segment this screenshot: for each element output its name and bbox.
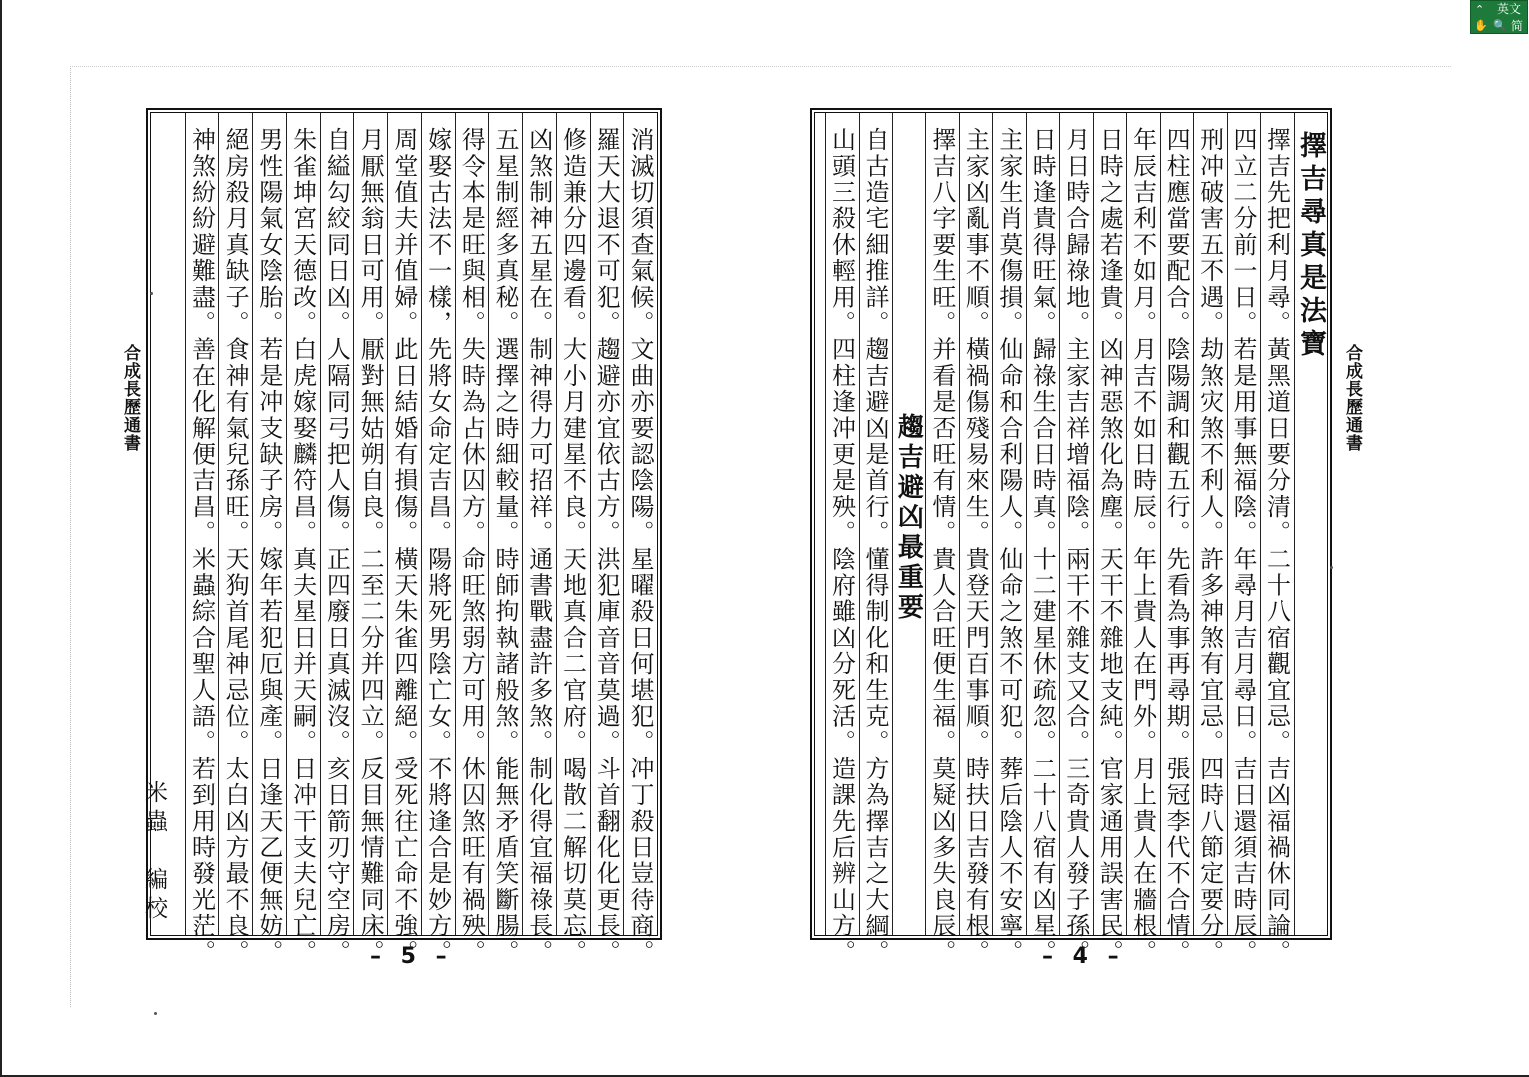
- page-number-4: – 4 –: [1042, 944, 1125, 969]
- text-column-text: 自縊勾絞同日凶。人隔同弓把人傷。正四廢日真滅沒。亥日箭刃守空房。: [322, 127, 351, 966]
- text-column-text: 男性陽氣女陰胎。若是冲支缺子房。嫁年若犯厄與產。日逢天乙便無妨。: [254, 127, 283, 966]
- viewer-toolbar: [1470, 0, 1528, 34]
- text-column: [1026, 113, 1059, 966]
- section-subtitle-text: 趨吉避凶最重要: [893, 413, 924, 623]
- text-column: [623, 113, 657, 966]
- chevron-up-icon[interactable]: ⌃: [1475, 3, 1485, 16]
- text-column-text: 消滅切須查氣候。文曲亦要認陰陽。星曜殺日何堪犯。冲丁殺日豈待商。: [625, 127, 654, 966]
- text-column-text: 月日時合歸祿地。主家吉祥增福陰。兩干不雜支又合。三奇貴人發子孫。: [1061, 127, 1090, 966]
- text-column-text: 得令本是旺與相。失時為占休囚方。命旺煞弱方可用。休囚煞旺有禍殃。: [457, 127, 486, 966]
- text-column: [286, 113, 320, 966]
- text-column-text: 嫁娶古法不一樣，先將女命定吉昌。陽將死男陰亡女。不將逢合是妙方。: [423, 127, 452, 966]
- text-column-text: 日時逢貴得旺氣。歸祿生合日時真。十二建星休疏忽。二十八宿有凶星。: [1028, 127, 1057, 966]
- search-icon[interactable]: 🔍: [1493, 19, 1507, 32]
- text-column: [992, 113, 1025, 966]
- text-column: [1126, 113, 1159, 966]
- language-toggle-button[interactable]: 英文: [1497, 2, 1522, 16]
- running-head-right: 合成長歷通書: [1342, 344, 1362, 452]
- section-subtitle: [892, 113, 925, 935]
- scan-speck: [150, 292, 153, 295]
- page-4-inner-frame: [814, 112, 1328, 966]
- page-number-5: – 5 –: [370, 944, 453, 969]
- text-column-text: 刑冲破害五不遇。劫煞灾煞不利人。許多神煞有宜忌。四時八節定要分。: [1195, 127, 1224, 966]
- running-head-left: 合成長歷通書: [120, 344, 140, 452]
- page-title-text: 擇吉尋真是法寶: [1294, 131, 1326, 362]
- text-column-text: 主家凶亂事不順。橫禍傷殘易來生。貴登天門百事順。時扶日吉發有根。: [961, 127, 990, 966]
- text-column: [1193, 113, 1226, 966]
- page-5-inner-frame: [150, 112, 658, 966]
- hand-icon[interactable]: ✋: [1474, 19, 1488, 32]
- text-column: [185, 113, 219, 966]
- text-column: [320, 113, 354, 966]
- text-column-text: 五星制經多真秘。選擇之時細較量。時師拘執諸般煞。能無矛盾笑斷腸。: [491, 127, 520, 966]
- text-column-text: 四立二分前一日。若是用事無福陰。年尋月吉月尋日。吉日還須吉時辰。: [1229, 127, 1258, 966]
- text-column-text: 主家生肖莫傷損。仙命和合利陽人。仙命之煞不可犯。葬后陰人不安寧。: [994, 127, 1023, 966]
- text-column: [1059, 113, 1092, 966]
- text-column: [522, 113, 556, 966]
- text-column-text: 周堂值夫并值婦。此日結婚有損傷。橫天朱雀四離絕。受死往亡命不強。: [389, 127, 418, 966]
- text-column: [825, 113, 858, 966]
- scan-speck: [1330, 566, 1333, 569]
- text-column-text: 修造兼分四邊看。大小月建星不良。天地真合二官府。喝散二解切莫忘。: [558, 127, 587, 966]
- page-title: [1294, 113, 1327, 935]
- text-column: [387, 113, 421, 966]
- text-column: [488, 113, 522, 966]
- text-column-text: 日時之處若逢貴。凶神惡煞化為塵。天干不雜地支純。官家通用誤害民。: [1095, 127, 1124, 966]
- text-column: [959, 113, 992, 966]
- text-column: [859, 113, 892, 966]
- page-5-text-block: [146, 108, 662, 966]
- text-column-text: 羅天大退不可犯。趨避亦宜依古方。洪犯庫音音莫過。斗首翻化化更長。: [592, 127, 621, 966]
- text-column: [252, 113, 286, 966]
- page-4-text-block: [810, 108, 1332, 966]
- text-column: [556, 113, 590, 966]
- simplified-toggle-button[interactable]: 简: [1511, 19, 1524, 33]
- scan-speck: [154, 1012, 157, 1015]
- text-column-text: 絕房殺月真缺子。食神有氣兒孫旺。天狗首尾神忌位。太白凶方最不良。: [221, 127, 250, 966]
- text-column-text: 朱雀坤宮天德改。白虎嫁娶麟符昌。真夫星日并天嗣。日冲干支夫兒亡。: [288, 127, 317, 966]
- text-column: [925, 113, 958, 966]
- text-column-text: 年辰吉利不如月。月吉不如日時辰。年上貴人在門外。月上貴人在牆根。: [1128, 127, 1157, 966]
- text-column: [590, 113, 624, 966]
- text-column: [1260, 113, 1293, 966]
- text-column: [1227, 113, 1260, 966]
- text-column-text: 凶煞制神五星在。制神得力可招祥。通書戰盡許多煞。制化得宜福祿長。: [524, 127, 553, 966]
- text-column: [1093, 113, 1126, 966]
- text-column: [218, 113, 252, 966]
- text-column: [353, 113, 387, 966]
- text-column-text: 山頭三殺休輕用。四柱逢冲更是殃。陰府雖凶分死活。造課先后辨山方。: [827, 127, 856, 966]
- text-column-text: 擇吉八字要生旺。并看是否旺有情。貴人合旺便生福。莫疑凶多失良辰。: [927, 127, 956, 966]
- text-column-text: 自古造宅細推詳。趨吉避凶是首行。懂得制化和生克。方為擇吉之大綱。: [860, 127, 889, 966]
- text-column: [455, 113, 489, 966]
- text-column-text: 神煞紛紛避難盡。善在化解便吉昌。米蟲綜合聖人語。若到用時發光茫。: [187, 127, 216, 966]
- editor-credit: 米蟲 編校: [141, 780, 167, 925]
- text-column: [421, 113, 455, 966]
- text-column: [1160, 113, 1193, 966]
- text-column-text: 擇吉先把利月尋。黃黑道日要分清。二十八宿觀宜忌。吉凶福禍休同論。: [1262, 127, 1291, 966]
- text-column-text: 月厭無翁日可用。厭對無姑朔自良。二至二分并四立。反目無情難同床。: [356, 127, 385, 966]
- text-column-text: 四柱應當要配合。陰陽調和觀五行。先看為事再尋期。張冠李代不合情。: [1162, 127, 1191, 966]
